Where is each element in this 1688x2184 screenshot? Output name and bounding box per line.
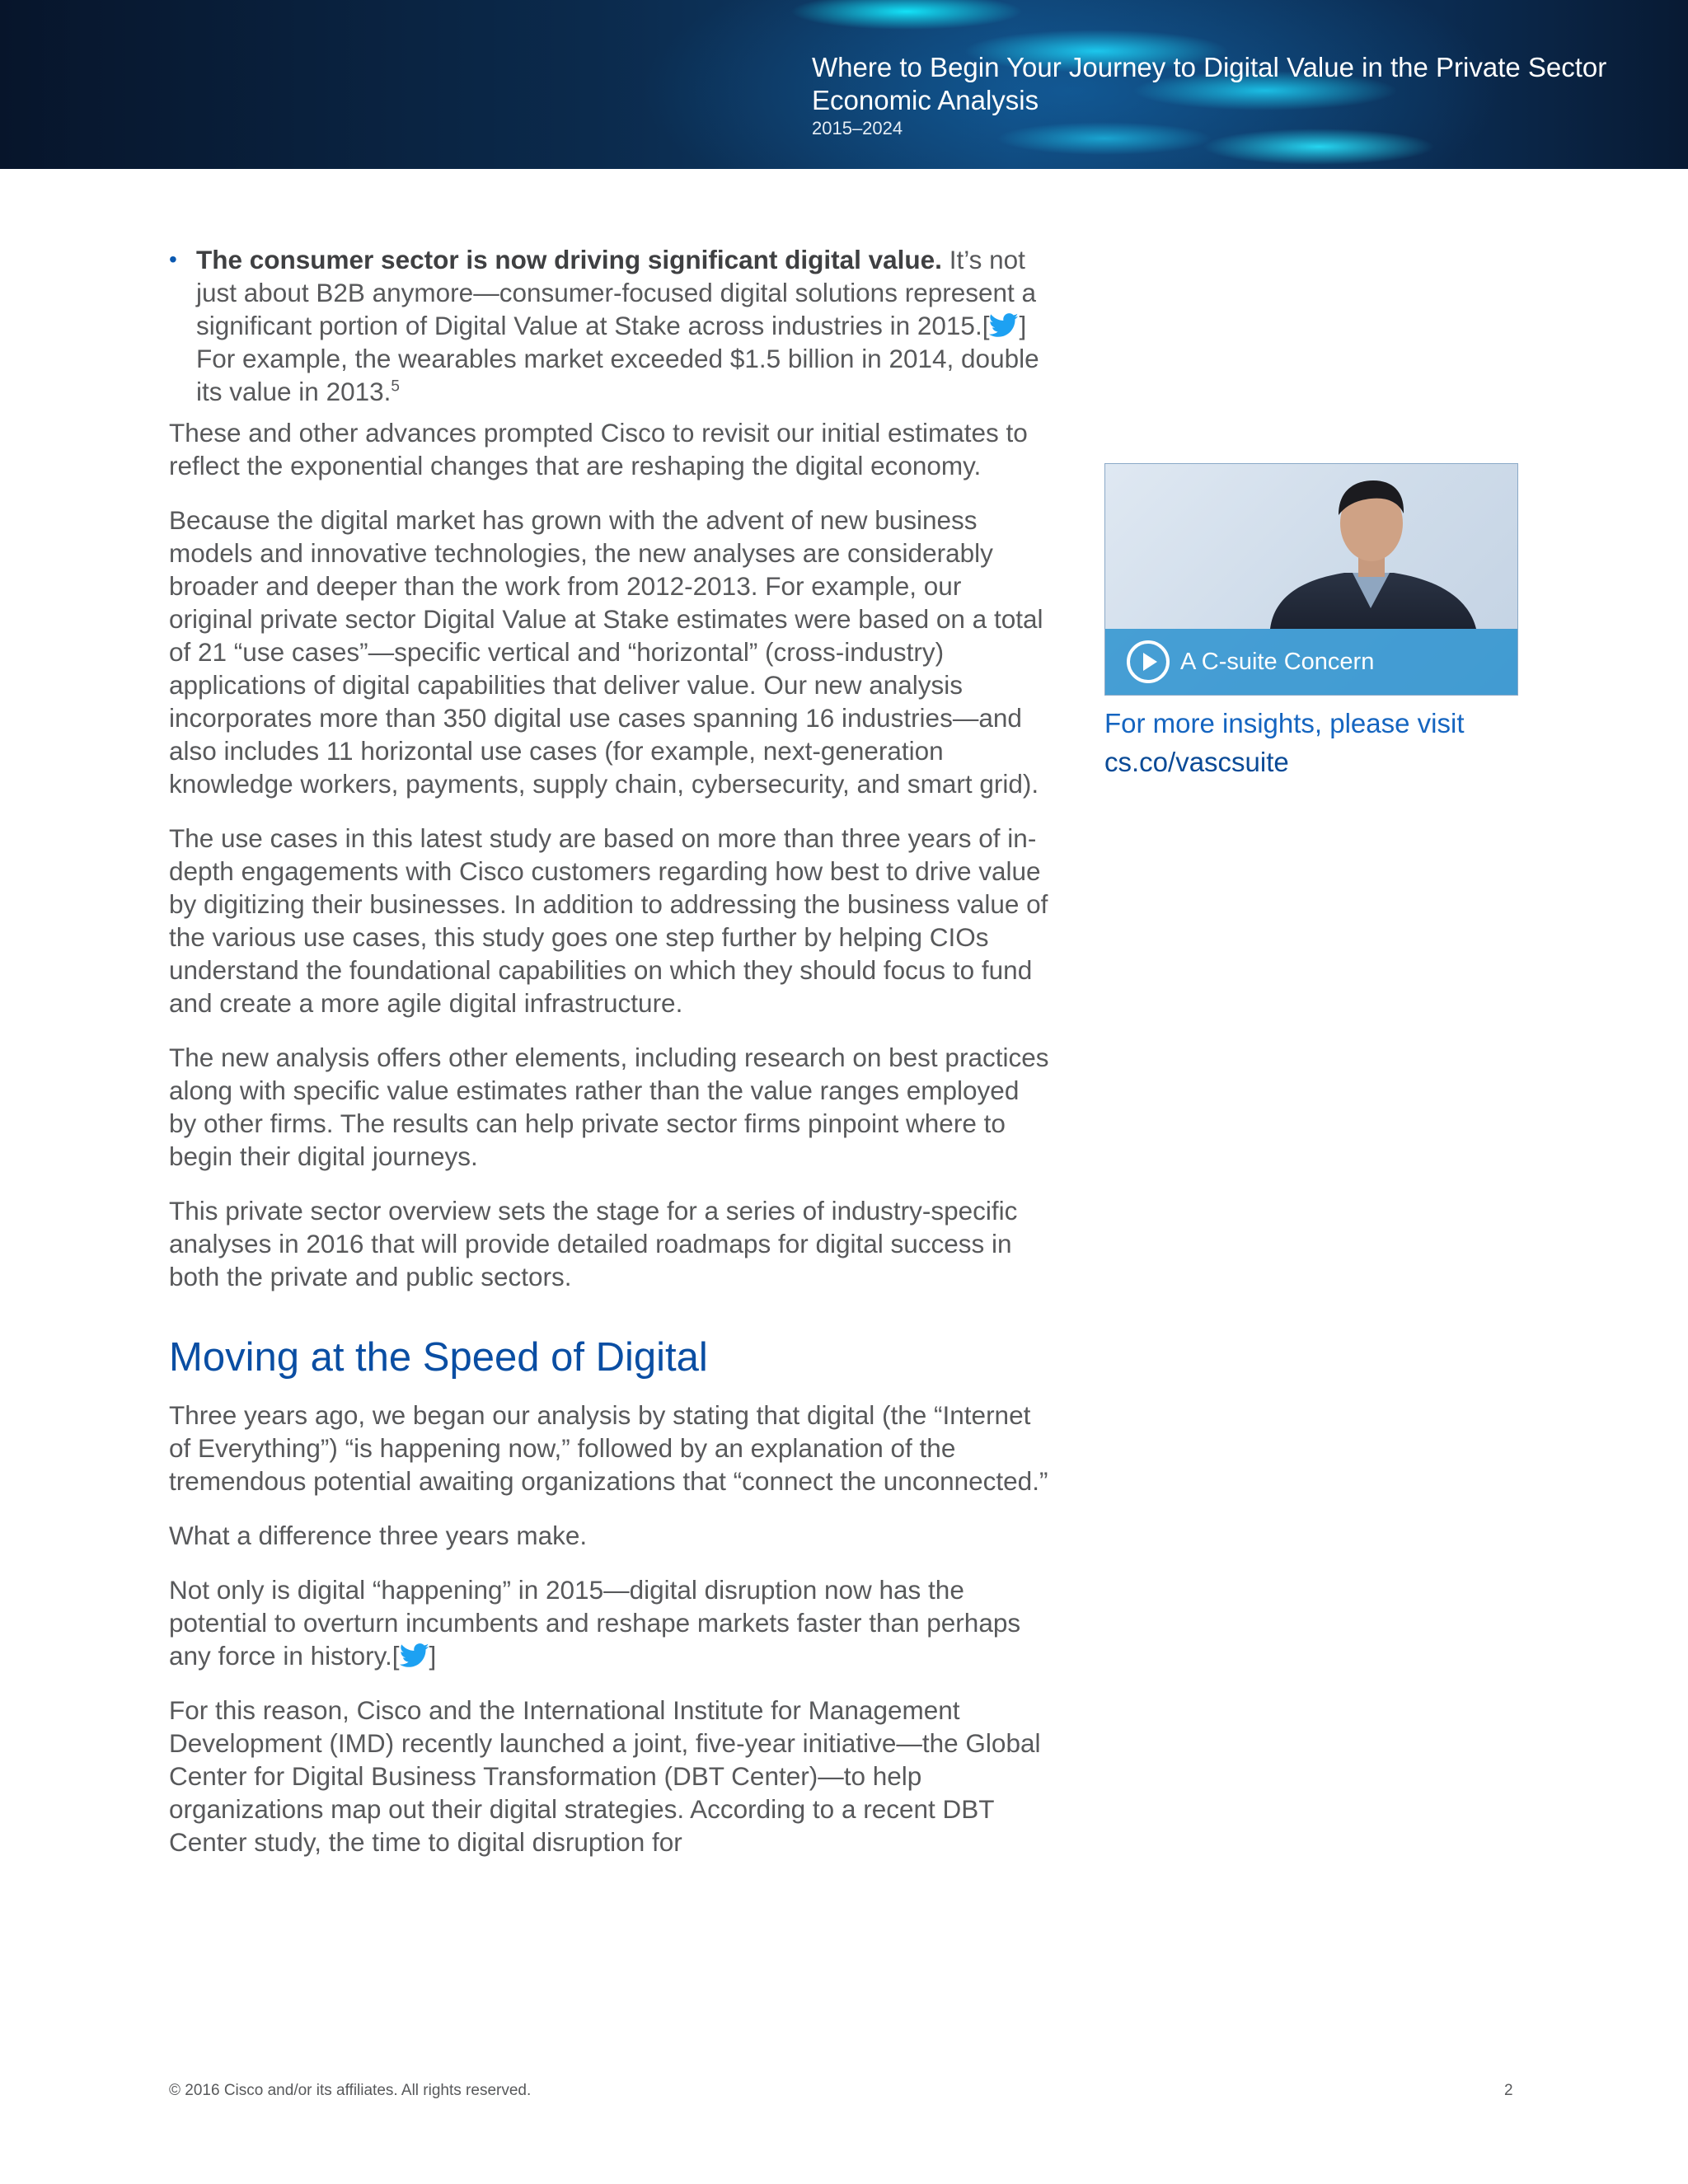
video-thumbnail[interactable] [1104,463,1518,696]
insights-text: For more insights, please visit [1104,708,1465,738]
header-text [812,51,1606,140]
paragraph: Three years ago, we began our analysis by stating that digital (the “Internet of Everything”) “is happening now,” followed by an explanation of the tremendous potential awaiting organizations that “connect the unconnected.” [169,1400,1048,1496]
bullet-item [169,243,1051,408]
bullet-text-a: It’s not just about B2B anymore—consumer-focused digital solutions represent a significant portion of Digital Value at Stake across industries in 2015.[ [196,245,1037,340]
bullet-text-b: ] For example, the wearables market exceeded $1.5 billion in 2014, double its value in 2013. [196,311,1039,406]
header-banner [0,0,1688,169]
video-caption-bar [1105,629,1517,695]
bullet-dot: • [169,246,177,272]
document-title: Where to Begin Your Journey to Digital Value in the Private Sector [812,52,1607,82]
paragraph: The new analysis offers other elements, including research on best practices along with specific value estimates rather than the value ranges employed by other firms. The results can help private sector firms pinpoint where to begin their digital journeys. [169,1043,1049,1171]
insights-link[interactable]: cs.co/vascsuite [1104,747,1289,777]
page-number: 2 [1504,2082,1513,2099]
document-years: 2015–2024 [812,118,903,138]
paragraph: For this reason, Cisco and the International Institute for Management Development (IMD) recently launched a joint, five-year initiative—the Global Center for Digital Business Transformation (DBT Center)—to help organizations map out their digital strategies. According to a recent DBT Center study, the time to digital disruption for [169,1695,1041,1857]
paragraph-text: Not only is digital “happening” in 2015—digital disruption now has the potential to overturn incumbents and reshape markets faster than perhaps any force in history.[ [169,1575,1021,1671]
twitter-bird-icon[interactable] [989,312,1019,339]
paragraph: What a difference three years make. [169,1521,588,1550]
video-title: A C-suite Concern [1180,648,1375,675]
paragraph: The use cases in this latest study are based on more than three years of in-depth engagements with Cisco customers regarding how best to drive value by digitizing their businesses. In addition to addressing the business value of the various use cases, this study goes one step further by helping CIOs understand the foundational capabilities on which they should focus to fund and create a more agile digital infrastructure. [169,823,1048,1018]
footer-copyright: © 2016 Cisco and/or its affiliates. All rights reserved. [169,2082,532,2099]
paragraph: This private sector overview sets the stage for a series of industry-specific analyses in 2016 that will provide detailed roadmaps for digital success in both the private and public sectors. [169,1196,1018,1291]
paragraph: These and other advances prompted Cisco to revisit our initial estimates to reflect the exponential changes that are reshaping the digital economy. [169,418,1028,480]
main-column [169,243,1051,1880]
document-subtitle: Economic Analysis [812,85,1039,115]
insights-callout [1104,704,1533,781]
presenter-image [1105,464,1517,629]
section-heading: Moving at the Speed of Digital [169,1335,708,1380]
footnote-marker: 5 [391,377,400,396]
twitter-bird-icon[interactable] [400,1643,429,1669]
bullet-lead: The consumer sector is now driving significant digital value. [196,245,942,274]
paragraph [169,1573,1051,1672]
paragraph-text-end: ] [429,1641,437,1671]
paragraph: Because the digital market has grown with the advent of new business models and innovative technologies, the new analyses are considerably broader and deeper than the work from 2012-2013. For example, our original private sector Digital Value at Stake estimates were based on a total of 21 “use cases”—specific vertical and “horizontal” (cross-industry) applications of digital capabilities that deliver value. Our new analysis incorporates more than 350 digital use cases spanning 16 industries—and also includes 11 horizontal use cases (for example, next-generation knowledge workers, payments, supply chain, cybersecurity, and smart grid). [169,505,1043,799]
play-icon[interactable] [1126,640,1170,684]
